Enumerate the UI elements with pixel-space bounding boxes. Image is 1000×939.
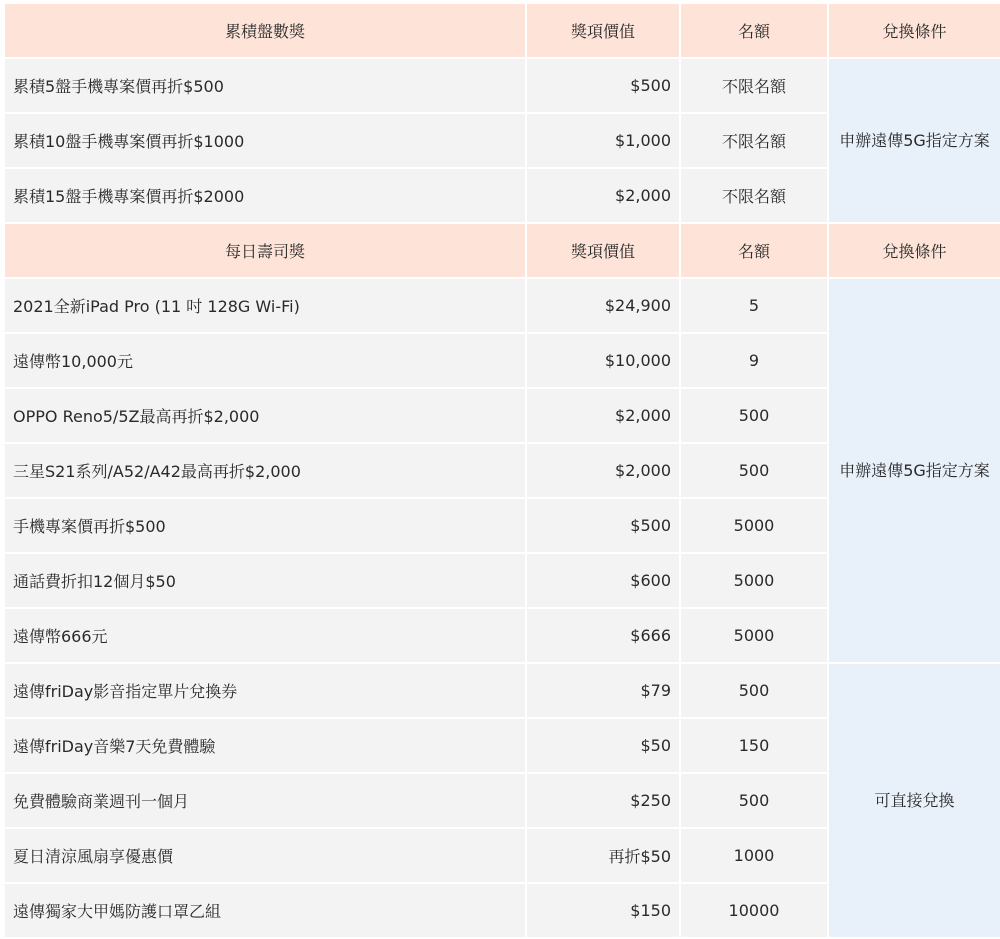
prize-name: OPPO Reno5/5Z最高再折$2,000: [5, 389, 525, 442]
prize-quota: 不限名額: [681, 59, 827, 112]
prize-value: $500: [527, 499, 679, 552]
prize-value: $500: [527, 59, 679, 112]
prize-quota: 5000: [681, 499, 827, 552]
prize-quota: 9: [681, 334, 827, 387]
header-condition: 兌換條件: [829, 224, 1000, 277]
prize-name: 2021全新iPad Pro (11 吋 128G Wi-Fi): [5, 279, 525, 332]
prize-value: $666: [527, 609, 679, 662]
section2-header-row: [5, 224, 1000, 277]
redeem-condition: 申辦遠傳5G指定方案: [829, 279, 1000, 662]
header-name: 每日壽司獎: [5, 224, 525, 277]
prize-name: 累積15盤手機專案價再折$2000: [5, 169, 525, 222]
table-row: [5, 664, 1000, 717]
table-row: [5, 59, 1000, 112]
prize-value: $600: [527, 554, 679, 607]
section1-header-row: [5, 4, 1000, 57]
prize-table: [3, 2, 1000, 939]
prize-quota: 1000: [681, 829, 827, 882]
header-value: 獎項價值: [527, 4, 679, 57]
prize-quota: 10000: [681, 884, 827, 937]
prize-name: 遠傳friDay音樂7天免費體驗: [5, 719, 525, 772]
prize-value: $50: [527, 719, 679, 772]
prize-quota: 500: [681, 389, 827, 442]
prize-value: $250: [527, 774, 679, 827]
prize-quota: 不限名額: [681, 114, 827, 167]
prize-value: $79: [527, 664, 679, 717]
header-name: 累積盤數獎: [5, 4, 525, 57]
prize-quota: 5: [681, 279, 827, 332]
prize-value: $1,000: [527, 114, 679, 167]
prize-value: $10,000: [527, 334, 679, 387]
prize-name: 三星S21系列/A52/A42最高再折$2,000: [5, 444, 525, 497]
header-value: 獎項價值: [527, 224, 679, 277]
prize-quota: 150: [681, 719, 827, 772]
prize-quota: 5000: [681, 609, 827, 662]
prize-name: 累積10盤手機專案價再折$1000: [5, 114, 525, 167]
prize-value: $2,000: [527, 389, 679, 442]
prize-name: 通話費折扣12個月$50: [5, 554, 525, 607]
prize-value: $2,000: [527, 444, 679, 497]
prize-quota: 500: [681, 664, 827, 717]
header-condition: 兌換條件: [829, 4, 1000, 57]
redeem-condition: 申辦遠傳5G指定方案: [829, 59, 1000, 222]
prize-name: 手機專案價再折$500: [5, 499, 525, 552]
prize-quota: 500: [681, 774, 827, 827]
prize-value: 再折$50: [527, 829, 679, 882]
prize-quota: 500: [681, 444, 827, 497]
prize-value: $24,900: [527, 279, 679, 332]
prize-name: 免費體驗商業週刊一個月: [5, 774, 525, 827]
table-row: [5, 279, 1000, 332]
prize-quota: 不限名額: [681, 169, 827, 222]
prize-value: $150: [527, 884, 679, 937]
redeem-condition: 可直接兌換: [829, 664, 1000, 937]
prize-name: 遠傳幣10,000元: [5, 334, 525, 387]
header-quota: 名額: [681, 4, 827, 57]
prize-name: 遠傳幣666元: [5, 609, 525, 662]
header-quota: 名額: [681, 224, 827, 277]
prize-name: 遠傳獨家大甲媽防護口罩乙組: [5, 884, 525, 937]
prize-quota: 5000: [681, 554, 827, 607]
prize-name: 夏日清涼風扇享優惠價: [5, 829, 525, 882]
prize-name: 遠傳friDay影音指定單片兌換券: [5, 664, 525, 717]
prize-name: 累積5盤手機專案價再折$500: [5, 59, 525, 112]
prize-value: $2,000: [527, 169, 679, 222]
